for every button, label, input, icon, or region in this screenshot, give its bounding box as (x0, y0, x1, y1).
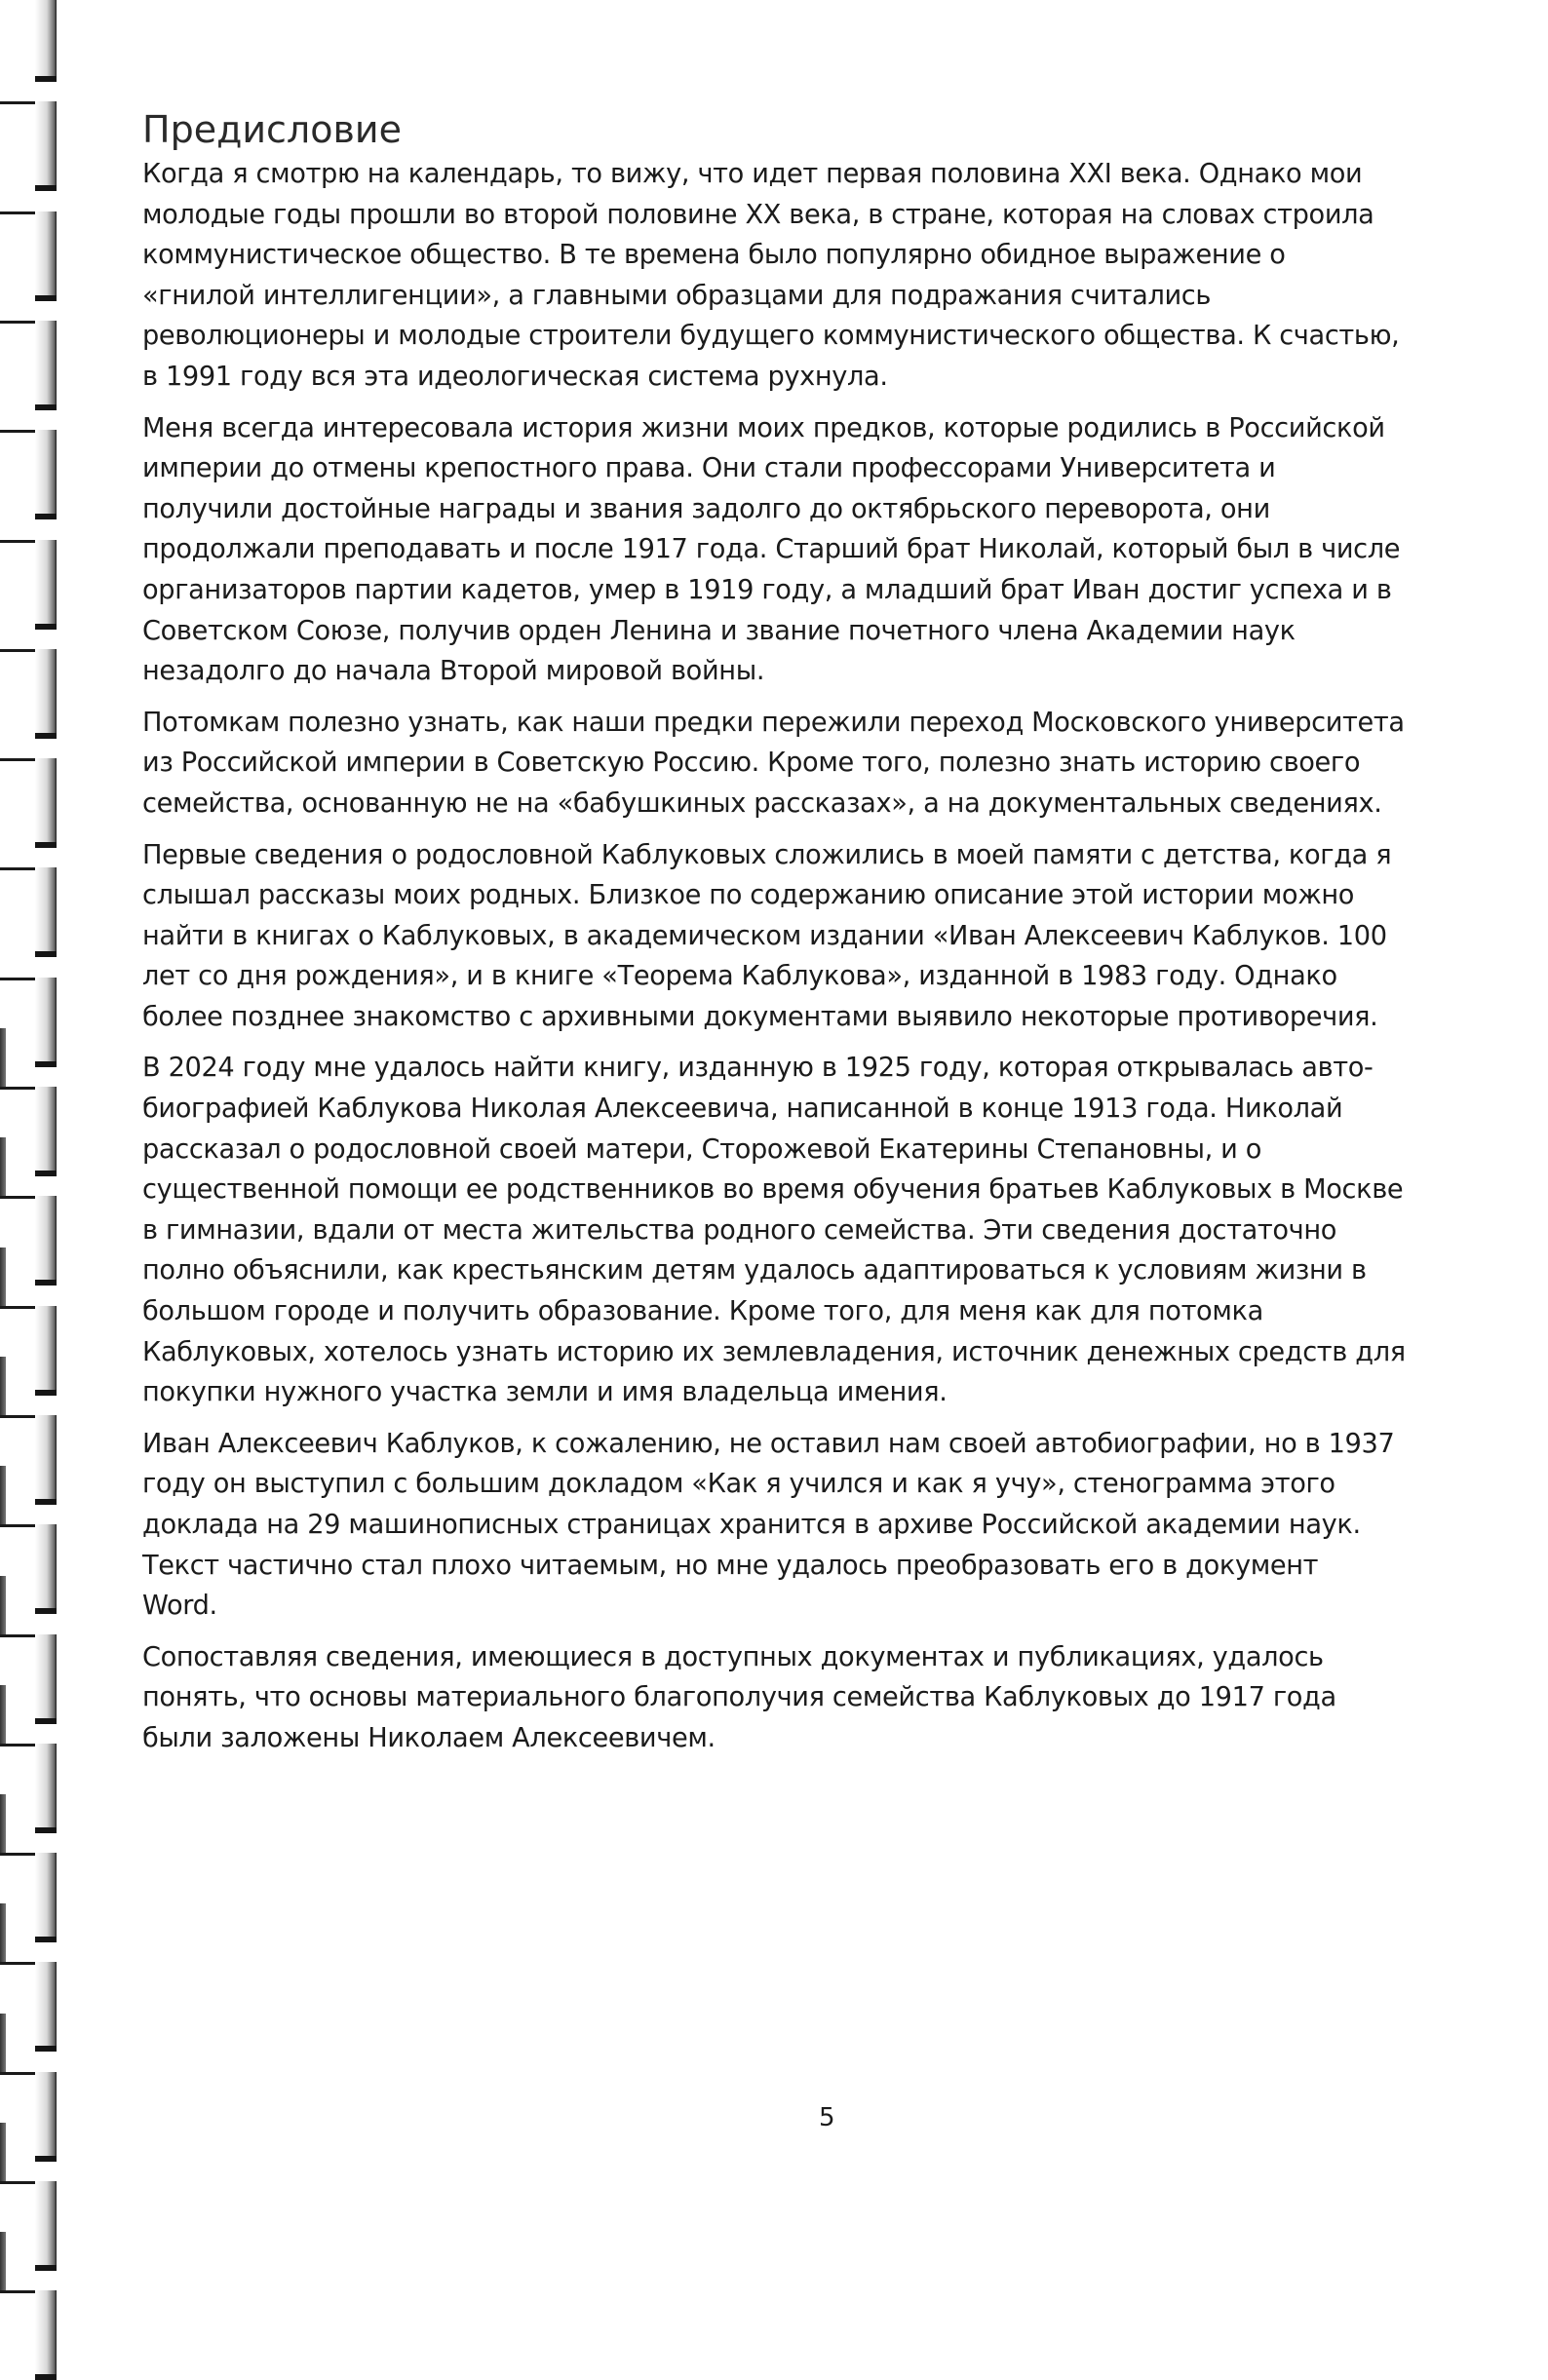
text-line: доклада на 29 машинописных страницах хранится в архиве Российской академии наук. (142, 1510, 1361, 1540)
text-line: году он выступил с большим докладом «Как я учился и как я учу», стенограмма этого (142, 1469, 1335, 1500)
spiral-binding-ring-icon (0, 1962, 60, 2052)
page-content (142, 105, 1527, 1770)
spiral-binding-ring-icon (0, 649, 60, 739)
spiral-binding-ring-icon (0, 1306, 60, 1396)
text-line: Советском Союзе, получив орден Ленина и звание почетного члена Академии наук (142, 615, 1296, 646)
text-line: В 2024 году мне удалось найти книгу, изданную в 1925 году, которая открывалась авто- (142, 1053, 1374, 1084)
text-line: полно объяснили, как крестьянским детям удалось адаптироваться к условиям жизни в (142, 1255, 1367, 1286)
text-line: империи до отмены крепостного права. Они стали профессорами Университета и (142, 453, 1276, 484)
text-line: Меня всегда интересовала история жизни моих предков, которые родились в Российской (142, 412, 1385, 443)
text-line: найти в книгах о Каблуковых, в академическом издании «Иван Алексеевич Каблуков. 100 (142, 920, 1387, 951)
text-line: «гнилой интеллигенции», а главными образцами для подражания считались (142, 280, 1212, 311)
text-line: Потомкам полезно узнать, как наши предки пережили переход Московского университета (142, 707, 1405, 738)
spiral-binding-ring-icon (0, 1524, 60, 1614)
spiral-binding-ring-icon (0, 211, 60, 301)
body-text (142, 154, 1527, 1759)
spiral-binding-ring-icon (0, 1744, 60, 1833)
text-line: из Российской империи в Советскую Россию. Кроме того, полезно знать историю своего (142, 748, 1361, 779)
text-line: Иван Алексеевич Каблуков, к сожалению, не оставил нам своей автобиографии, но в 1937 (142, 1428, 1395, 1459)
text-line: Каблуковых, хотелось узнать историю их землевладения, источник денежных средств для (142, 1336, 1406, 1367)
page-title: Предисловие (142, 108, 402, 151)
text-line: лет со дня рождения», и в книге «Теорема Каблукова», изданной в 1983 году. Однако (142, 961, 1337, 992)
spiral-binding-ring-icon (0, 430, 60, 519)
text-line: коммунистическое общество. В те времена было популярно обидное выражение о (142, 240, 1286, 271)
text-line: организаторов партии кадетов, умер в 1919 году, а младший брат Иван достиг успеха и в (142, 574, 1392, 605)
text-line: покупки нужного участка земли и имя владельца имения. (142, 1377, 948, 1408)
spiral-binding-ring-icon (0, 540, 60, 630)
text-line: были заложены Николаем Алексеевичем. (142, 1722, 716, 1753)
spiral-binding (0, 0, 68, 2217)
spiral-binding-ring-icon (0, 1196, 60, 1286)
text-line: в 1991 году вся эта идеологическая система рухнула. (142, 361, 888, 392)
spiral-binding-ring-icon (0, 978, 60, 1067)
text-line: революционеры и молодые строители будущего коммунистического общества. К счастью, (142, 321, 1400, 352)
text-line: большом городе и получить образование. Кроме того, для меня как для потомка (142, 1296, 1263, 1327)
text-line: незадолго до начала Второй мировой войны. (142, 656, 765, 687)
text-line: биографией Каблукова Николая Алексеевича, написанной в конце 1913 года. Николай (142, 1094, 1343, 1125)
spiral-binding-ring-icon (0, 0, 60, 82)
paragraph (142, 1048, 1527, 1412)
spiral-binding-ring-icon (0, 758, 60, 848)
spiral-binding-ring-icon (0, 1634, 60, 1724)
spiral-binding-ring-icon (0, 321, 60, 410)
spiral-binding-ring-icon (0, 2181, 60, 2271)
spiral-binding-ring-icon (0, 867, 60, 957)
text-line: Сопоставляя сведения, имеющиеся в доступных документах и публикациях, удалось (142, 1641, 1324, 1672)
text-line: Word. (142, 1591, 217, 1622)
text-line: Текст частично стал плохо читаемым, но мне удалось преобразовать его в документ (142, 1550, 1319, 1581)
text-line: Первые сведения о родословной Каблуковых сложились в моей памяти с детства, когда я (142, 839, 1392, 870)
paragraph (142, 1637, 1527, 1759)
spiral-binding-ring-icon (0, 1853, 60, 1942)
spiral-binding-ring-icon (0, 1415, 60, 1505)
page-number: 5 (819, 2103, 835, 2132)
spiral-binding-ring-icon (0, 2290, 60, 2380)
text-line: рассказал о родословной своей матери, Сторожевой Екатерины Степановны, и о (142, 1133, 1262, 1165)
paragraph (142, 835, 1527, 1038)
text-line: слышал рассказы моих родных. Близкое по содержанию описание этой истории можно (142, 880, 1355, 911)
paragraph (142, 154, 1527, 398)
paragraph (142, 408, 1527, 692)
text-line: молодые годы прошли во второй половине XX века, в стране, которая на словах строила (142, 199, 1374, 230)
paragraph (142, 1424, 1527, 1627)
text-line: более позднее знакомство с архивными документами выявило некоторые противоречия. (142, 1001, 1378, 1032)
text-line: в гимназии, вдали от места жительства родного семейства. Эти сведения достаточно (142, 1214, 1337, 1246)
text-line: получили достойные награды и звания задолго до октябрьского переворота, они (142, 493, 1270, 524)
text-line: семейства, основанную не на «бабушкиных рассказах», а на документальных сведениях. (142, 787, 1382, 819)
paragraph (142, 703, 1527, 825)
text-line: продолжали преподавать и после 1917 года. Старший брат Николай, который был в числе (142, 534, 1401, 565)
spiral-binding-ring-icon (0, 1087, 60, 1176)
text-line: Когда я смотрю на календарь, то вижу, что идет первая половина XXI века. Однако мои (142, 159, 1363, 189)
spiral-binding-ring-icon (0, 101, 60, 191)
text-line: существенной помощи ее родственников во время обучения братьев Каблуковых в Москве (142, 1174, 1404, 1206)
text-line: понять, что основы материального благополучия семейства Каблуковых до 1917 года (142, 1682, 1336, 1713)
spiral-binding-ring-icon (0, 2072, 60, 2162)
